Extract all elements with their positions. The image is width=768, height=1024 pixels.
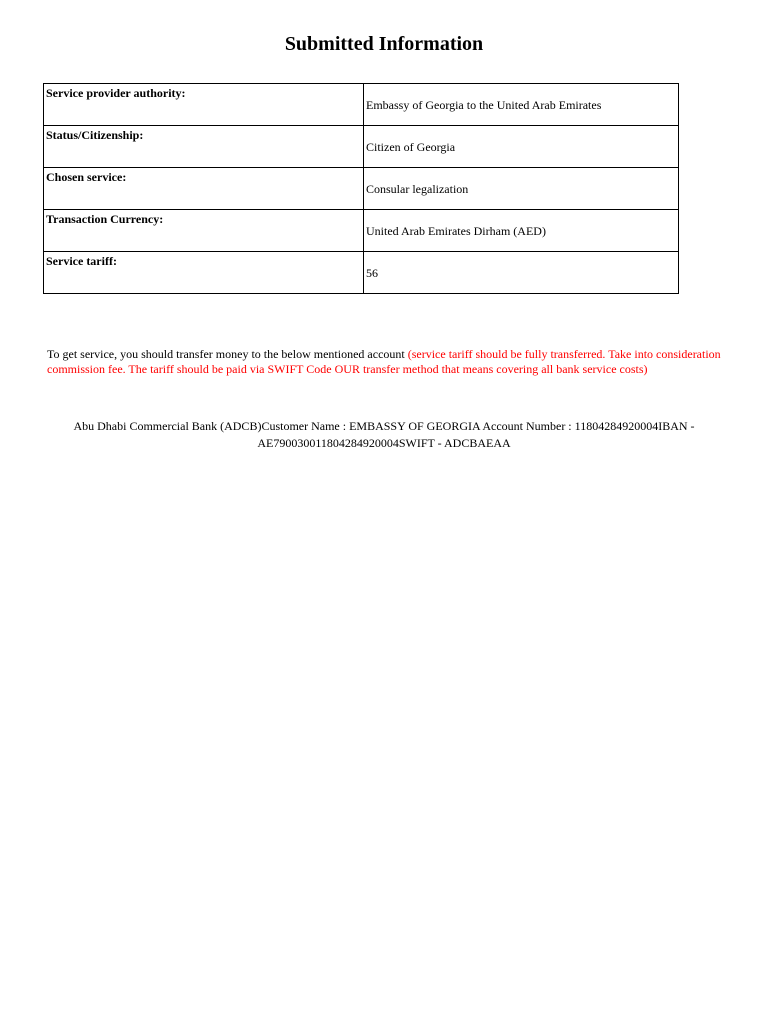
submitted-info-table [43, 83, 679, 294]
page-title: Submitted Information [284, 33, 484, 55]
table-row-tariff [44, 252, 679, 294]
table-row-chosen-service [44, 168, 679, 210]
currency-value: United Arab Emirates Dirham (AED) [364, 210, 679, 252]
transfer-instructions [47, 347, 727, 377]
table-row-status [44, 126, 679, 168]
chosen-service-label: Chosen service: [44, 168, 364, 210]
status-label: Status/Citizenship: [44, 126, 364, 168]
service-provider-value: Embassy of Georgia to the United Arab Emirates [364, 84, 679, 126]
transfer-warning-text: (service tariff should be fully transferred. Take into consideration commission fee. The tariff should be paid via SWIFT Code OUR transfer method that means covering all bank service costs) [47, 347, 721, 376]
tariff-value: 56 [364, 252, 679, 294]
transfer-intro-text: To get service, you should transfer money to the below mentioned account [47, 347, 408, 361]
table-row-service-provider [44, 84, 679, 126]
currency-label: Transaction Currency: [44, 210, 364, 252]
table-row-currency [44, 210, 679, 252]
chosen-service-value: Consular legalization [364, 168, 679, 210]
tariff-label: Service tariff: [44, 252, 364, 294]
bank-account-details: Abu Dhabi Commercial Bank (ADCB)Customer Name : EMBASSY OF GEORGIA Account Number : 11804284920004IBAN - AE790030011804284920004SWIFT - ADCBAEAA [73, 419, 695, 450]
service-provider-label: Service provider authority: [44, 84, 364, 126]
status-value: Citizen of Georgia [364, 126, 679, 168]
